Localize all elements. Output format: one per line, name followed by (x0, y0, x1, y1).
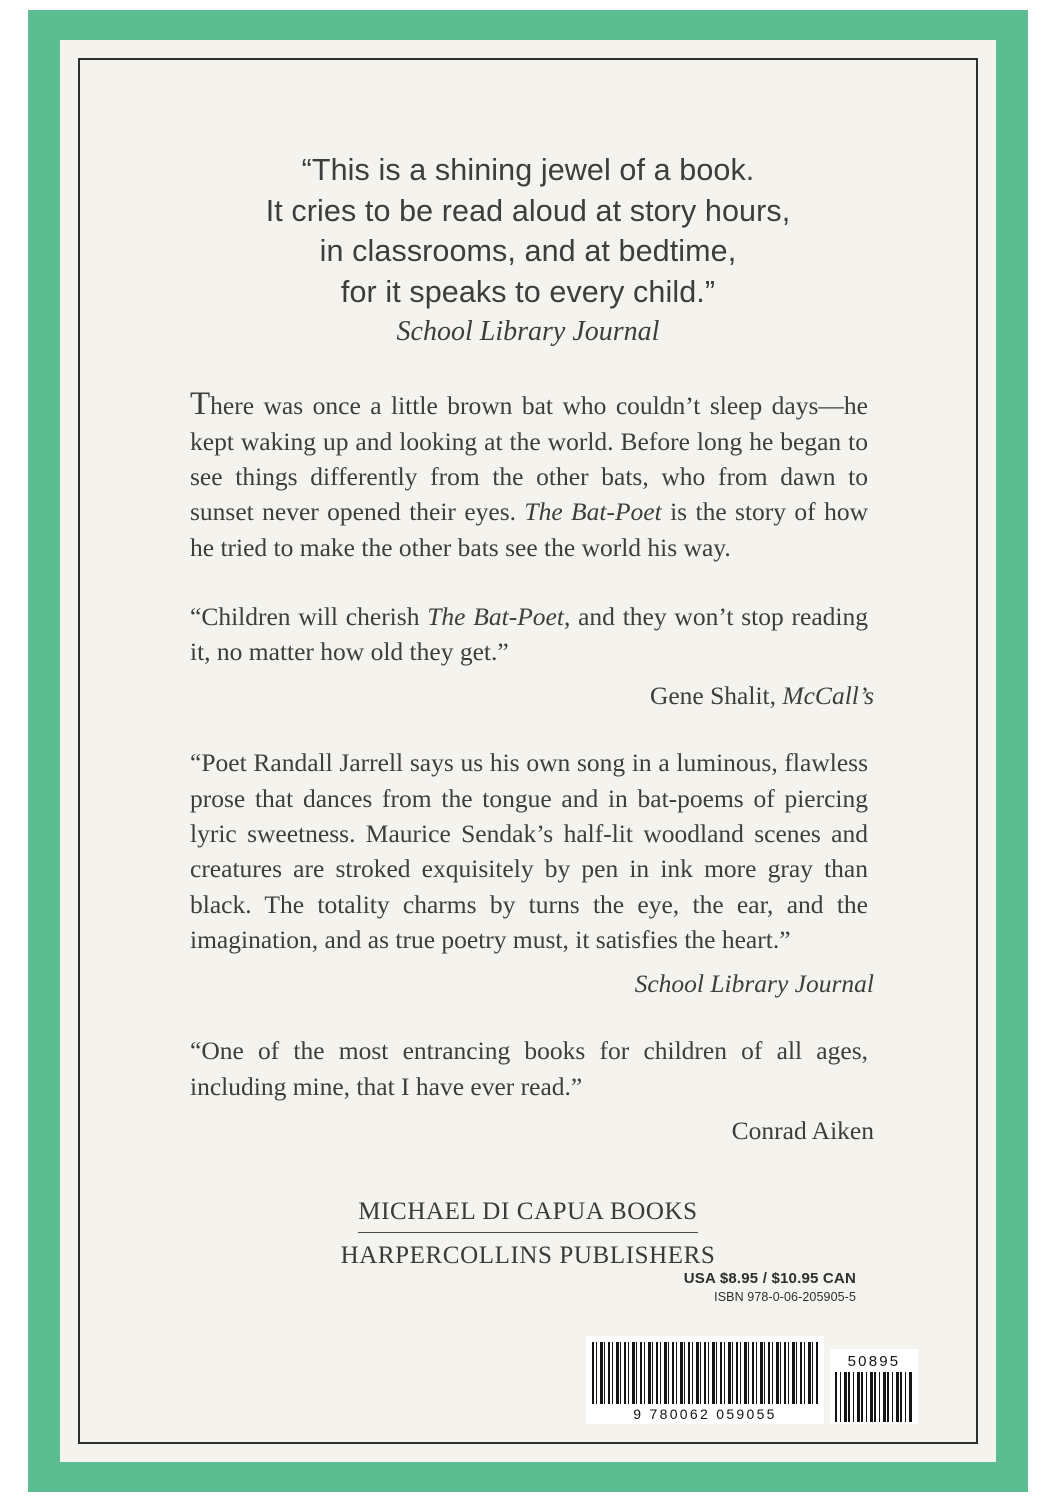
cover-paper-panel (60, 40, 996, 1462)
barcode-addon-digits: 50895 (847, 1353, 901, 1370)
cover-green-border (28, 10, 1028, 1492)
barcode-addon-bars-icon (835, 1372, 913, 1422)
review-2-attribution (180, 969, 876, 999)
publisher-imprint (180, 1198, 876, 1270)
book-description (180, 388, 876, 565)
cover-content (180, 150, 876, 1270)
review-3-text: “One of the most entrancing books for children of all ages, including mine, that I have ever read.” (190, 1036, 868, 1101)
imprint-line-2: HARPERCOLLINS PUBLISHERS (340, 1241, 716, 1269)
pull-quote-line-3: in classrooms, and at bedtime, (319, 234, 737, 269)
review-3-attrib-name: Conrad Aiken (731, 1115, 874, 1145)
description-text-part-2: is the story of how he tried to make the other bats see the world his way. (190, 497, 868, 562)
pull-quote-line-2: It cries to be read aloud at story hours, (265, 193, 791, 228)
pull-quote-line-1: “This is a shining jewel of a book. (301, 153, 755, 187)
retail-price-block (684, 1270, 856, 1304)
barcode-ean13 (586, 1336, 824, 1424)
review-quote-3 (180, 1033, 876, 1104)
review-2-text: “Poet Randall Jarrell says us his own song in a luminous, flawless prose that dances from the tongue and in bat-poems of piercing lyric sweetness. Maurice Sendak’s half-lit woodland scenes and creatures are stroked exquisitely by pen in ink more gray than black. The totality charms by turns the eye, the ear, and the imagination, and as true poetry must, it satisfies the heart.” (190, 748, 868, 954)
barcode-digits: 9 780062 059055 (633, 1406, 777, 1422)
review-1-attrib-name: Gene Shalit, (649, 681, 783, 711)
review-1-attrib-publication: McCall’s (782, 681, 874, 711)
review-2-attrib-publication: School Library Journal (634, 969, 874, 999)
review-1-attribution (180, 681, 876, 711)
review-quote-2 (180, 745, 876, 957)
drop-cap: T (190, 386, 211, 423)
review-3-attribution (180, 1116, 876, 1146)
review-1-text-part-2: , and they won’t stop reading it, no matter how old they get.” (190, 601, 868, 667)
review-1-text-part-1: “Children will cherish (190, 601, 428, 631)
barcode-price-addon (830, 1349, 918, 1424)
pull-quote-source: School Library Journal (396, 316, 660, 348)
price-text: USA $8.95 / $10.95 CAN (683, 1270, 856, 1287)
description-book-title: The Bat-Poet (524, 497, 662, 527)
pull-quote-line-4: for it speaks to every child.” (340, 274, 716, 309)
imprint-line-1: MICHAEL DI CAPUA BOOKS (358, 1198, 697, 1233)
pull-quote (180, 150, 876, 312)
description-text-part-1: here was once a little brown bat who couldn’t sleep days—he kept waking up and looking at the world. Before long he began to see things differently from the other bats, who from dawn to sunset never opened their eyes. (190, 391, 868, 527)
barcode-bars-icon (592, 1342, 818, 1404)
barcode-group (586, 1336, 918, 1424)
review-quote-1 (180, 599, 876, 670)
isbn-text: ISBN 978-0-06-205905-5 (714, 1290, 856, 1304)
review-1-book-title: The Bat-Poet (427, 601, 564, 631)
